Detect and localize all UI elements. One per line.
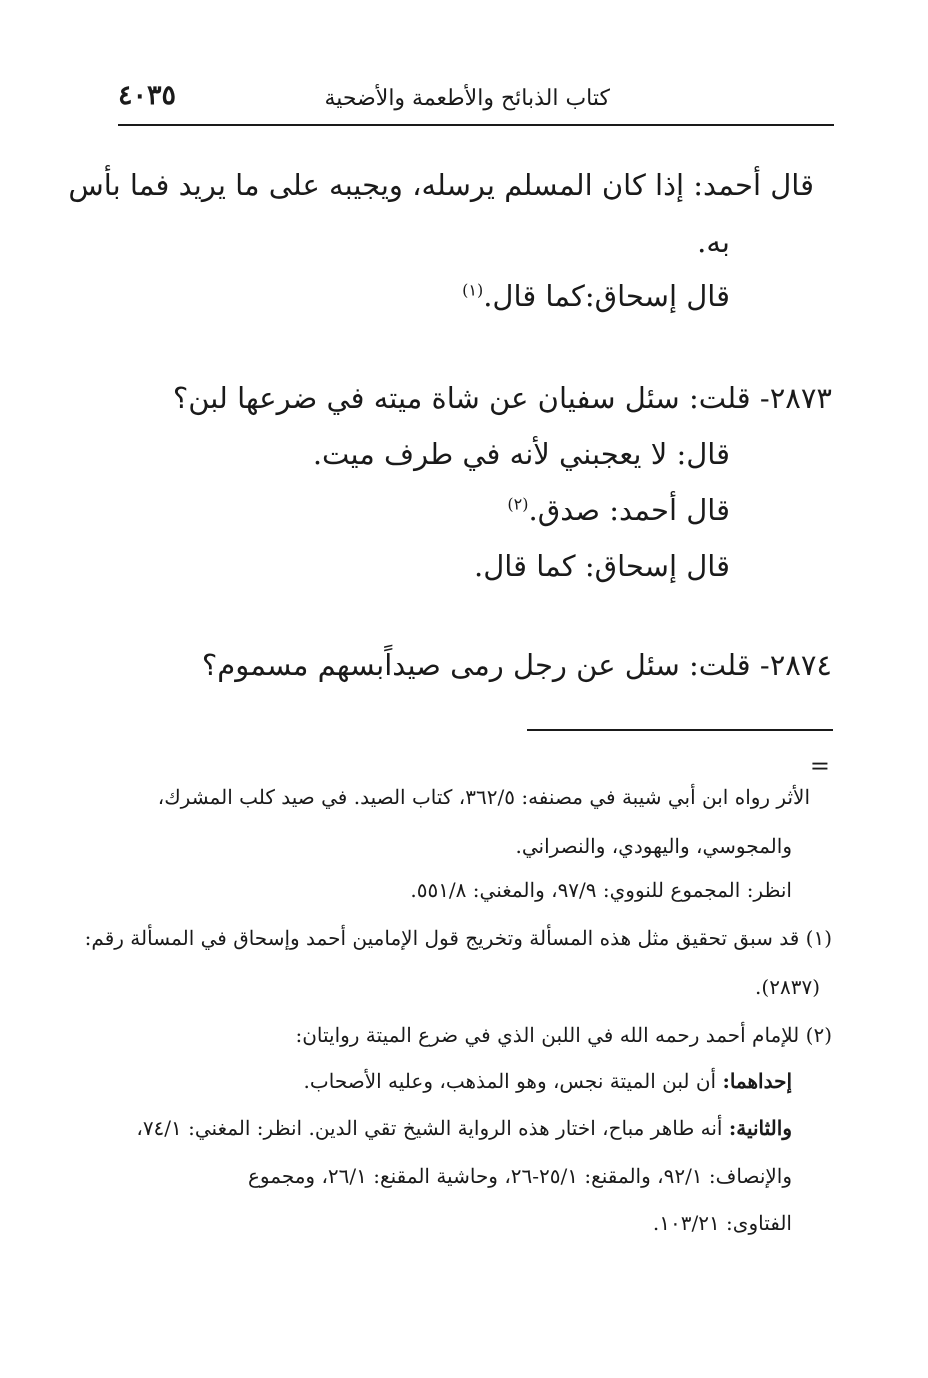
footnote-2-line-2: [304, 1071, 792, 1091]
text-line-7: قال إسحاق: كما قال.: [473, 549, 730, 583]
footnote-2-line-5: الفتاوى: ١٠٣/٢١.: [652, 1211, 792, 1235]
question-2874: ٢٨٧٤- قلت: سئل عن رجل رمى صيداًبسهم مسموم؟: [201, 648, 832, 682]
text-line-5: قال: لا يعجبني لأنه في طرف ميت.: [312, 437, 730, 471]
footnote-separator: [527, 729, 833, 731]
question-2873: ٢٨٧٣- قلت: سئل سفيان عن شاة ميته في ضرعها لبن؟: [172, 381, 832, 415]
footnote-2-line-1: (٢) للإمام أحمد رحمه الله في اللبن الذي في ضرع الميتة روايتان:: [295, 1023, 832, 1047]
footnote-1-line-2: (٢٨٣٧).: [755, 975, 820, 999]
footnote-cont-line-3: انظر: المجموع للنووي: ٩٧/٩، والمغني: ٥٥١/٨.: [410, 878, 792, 902]
footnote-2-first-text: أن لبن الميتة نجس، وهو المذهب، وعليه الأصحاب.: [303, 1069, 723, 1093]
header-rule: [118, 124, 834, 126]
continuation-mark: =: [809, 752, 830, 780]
footnote-2-line-3: [136, 1118, 792, 1138]
footnote-2-second-text: أنه طاهر مباح، اختار هذه الرواية الشيخ تقي الدين. انظر: المغني: ٧٤/١،: [136, 1116, 729, 1140]
text-line-3: [462, 279, 730, 313]
footnote-ref-1: (١): [462, 280, 484, 300]
footnote-cont-line-2: والمجوسي، واليهودي، والنصراني.: [515, 834, 792, 858]
footnote-cont-line-1: الأثر رواه ابن أبي شيبة في مصنفه: ٣٦٢/٥، كتاب الصيد. في صيد كلب المشرك،: [157, 785, 810, 809]
running-title: كتاب الذبائح والأطعمة والأضحية: [324, 86, 610, 111]
text-line-6-content: قال أحمد: صدق.: [528, 493, 730, 527]
text-line-2: به.: [697, 225, 730, 259]
footnote-1-line-1: (١) قد سبق تحقيق مثل هذه المسألة وتخريج قول الإمامين أحمد وإسحاق في المسألة رقم:: [84, 926, 832, 950]
page-number: ٤٠٣٥: [118, 80, 177, 111]
footnote-2-second-label: والثانية:: [728, 1116, 792, 1140]
footnote-2-line-4: والإنصاف: ٩٢/١، والمقنع: ٢٥/١-٢٦، وحاشية المقنع: ٢٦/١، ومجموع: [247, 1164, 792, 1188]
footnote-ref-2: (٢): [507, 494, 529, 514]
text-line-3-content: قال إسحاق:كما قال.: [483, 279, 730, 313]
footnote-2-first-label: إحداهما:: [722, 1069, 792, 1093]
text-line-6: [507, 493, 730, 527]
text-line-1: قال أحمد: إذا كان المسلم يرسله، ويجيبه على ما يريد فما بأس: [68, 168, 814, 202]
